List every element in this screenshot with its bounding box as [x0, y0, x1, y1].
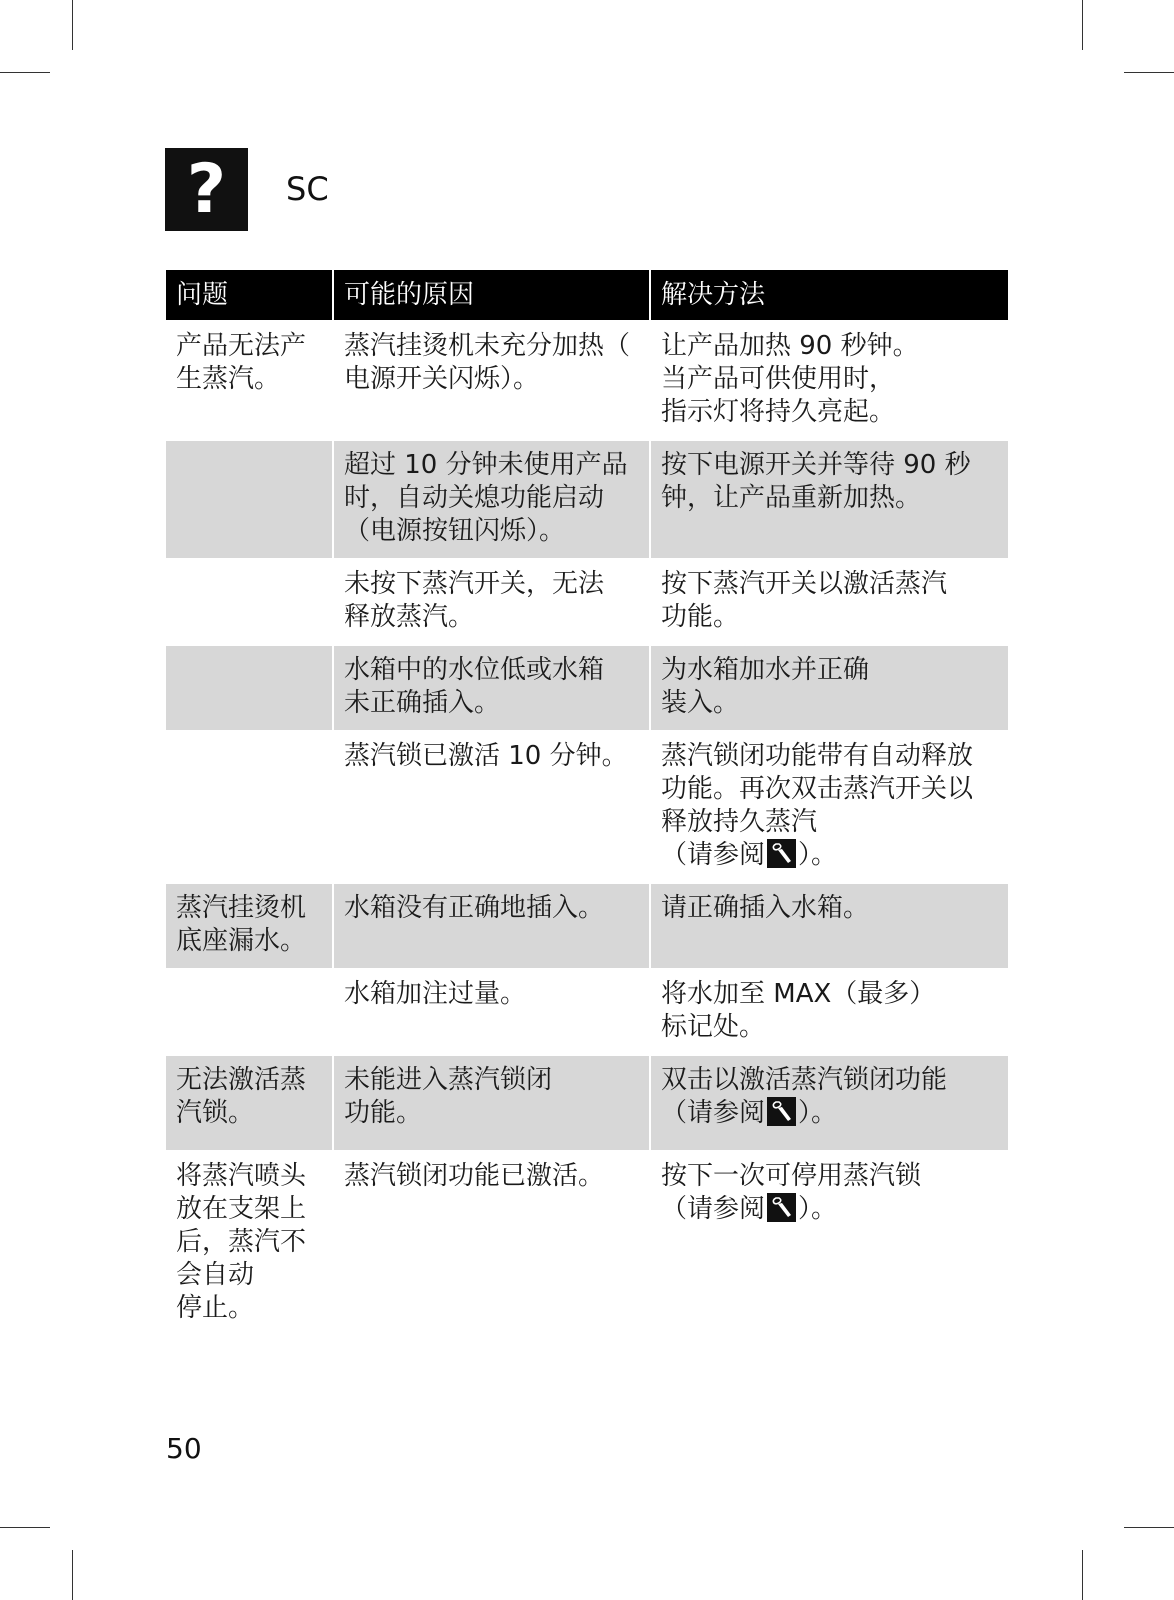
crop-mark: [1124, 72, 1174, 73]
column-header-solution: 解决方法: [650, 270, 1008, 321]
reference-prefix: （请参阅: [661, 840, 766, 870]
crop-mark: [1124, 1527, 1174, 1528]
crop-mark: [0, 72, 50, 73]
crop-mark: [72, 1550, 73, 1600]
cause-line: 蒸汽锁闭功能已激活。: [344, 1161, 605, 1191]
cell-cause: [333, 883, 650, 969]
cause-line: 未能进入蒸汽锁闭: [344, 1065, 553, 1095]
cause-line: 释放蒸汽。: [344, 602, 475, 632]
table-row: [166, 731, 1008, 883]
question-mark-icon: [165, 148, 248, 231]
solution-line: 功能。再次双击蒸汽开关以: [661, 774, 974, 804]
solution-line: 双击以激活蒸汽锁闭功能: [661, 1065, 948, 1095]
solution-reference: [661, 1097, 998, 1130]
cell-solution: [650, 440, 1008, 559]
reference-suffix: ）。: [798, 1098, 838, 1128]
cell-cause: [333, 1151, 650, 1335]
cause-line: 未正确插入。: [344, 688, 501, 718]
problem-line: 汽锁。: [176, 1098, 255, 1128]
solution-line: 蒸汽锁闭功能带有自动释放: [661, 741, 974, 771]
table-header-row: [166, 270, 1008, 321]
solution-line: 按下蒸汽开关以激活蒸汽: [661, 569, 948, 599]
cell-problem: [166, 731, 333, 883]
problem-line: 产品无法产: [176, 331, 307, 361]
problem-line: 放在支架上: [176, 1194, 307, 1224]
cell-cause: [333, 731, 650, 883]
table-row: [166, 1055, 1008, 1151]
cause-line: 水箱没有正确地插入。: [344, 893, 605, 923]
cause-line: 电源开关闪烁）。: [344, 364, 540, 394]
cause-line: 蒸汽锁已激活 10 分钟。: [344, 741, 628, 771]
table-row: [166, 883, 1008, 969]
solution-line: 装入。: [661, 688, 740, 718]
steam-trigger-icon: [767, 1193, 796, 1222]
solution-line: 请正确插入水箱。: [661, 893, 870, 923]
cause-line: 水箱中的水位低或水箱: [344, 655, 605, 685]
crop-mark: [1082, 1550, 1083, 1600]
problem-line: 无法激活蒸: [176, 1065, 307, 1095]
cell-problem: [166, 1055, 333, 1151]
solution-line: 将水加至 MAX（最多）: [661, 979, 936, 1009]
cell-cause: [333, 969, 650, 1055]
cause-line: 未按下蒸汽开关，无法: [344, 569, 605, 599]
solution-line: 标记处。: [661, 1012, 766, 1042]
problem-line: 后，蒸汽不: [176, 1227, 307, 1257]
solution-line: 功能。: [661, 602, 740, 632]
table-row: [166, 321, 1008, 440]
solution-line: 指示灯将持久亮起。: [661, 397, 896, 427]
solution-line: 释放持久蒸汽: [661, 807, 818, 837]
cell-problem: [166, 645, 333, 731]
cause-line: 功能。: [344, 1098, 423, 1128]
solution-reference: [661, 839, 998, 872]
cause-line: 时，自动关熄功能启动: [344, 483, 605, 513]
cell-solution: [650, 883, 1008, 969]
table-row: [166, 969, 1008, 1055]
table-row: [166, 645, 1008, 731]
language-code: SC: [286, 170, 329, 208]
crop-mark: [1082, 0, 1083, 50]
table-row: [166, 559, 1008, 645]
steam-trigger-icon: [767, 1097, 796, 1126]
problem-line: 会自动: [176, 1260, 255, 1290]
cell-cause: [333, 559, 650, 645]
table-row: [166, 1151, 1008, 1335]
cell-cause: [333, 321, 650, 440]
solution-line: 按下一次可停用蒸汽锁: [661, 1161, 922, 1191]
solution-line: 当产品可供使用时，: [661, 364, 896, 394]
cell-solution: [650, 731, 1008, 883]
column-header-problem: 问题: [166, 270, 333, 321]
reference-suffix: ）。: [798, 1194, 838, 1224]
reference-prefix: （请参阅: [661, 1194, 766, 1224]
cell-problem: [166, 559, 333, 645]
cause-line: 蒸汽挂烫机未充分加热（: [344, 331, 631, 361]
table-row: [166, 440, 1008, 559]
steam-trigger-icon: [767, 839, 796, 868]
crop-mark: [0, 1527, 50, 1528]
cell-solution: [650, 1055, 1008, 1151]
column-header-cause: 可能的原因: [333, 270, 650, 321]
page-number: 50: [166, 1432, 202, 1465]
problem-line: 底座漏水。: [176, 926, 307, 956]
cell-solution: [650, 969, 1008, 1055]
cell-solution: [650, 645, 1008, 731]
cell-problem: [166, 321, 333, 440]
solution-line: 按下电源开关并等待 90 秒: [661, 450, 971, 480]
cell-cause: [333, 1055, 650, 1151]
solution-line: 为水箱加水并正确: [661, 655, 870, 685]
badge-symbol: ?: [186, 149, 227, 229]
cell-solution: [650, 1151, 1008, 1335]
problem-line: 停止。: [176, 1293, 255, 1323]
cell-problem: [166, 1151, 333, 1335]
problem-line: 将蒸汽喷头: [176, 1161, 307, 1191]
cell-cause: [333, 645, 650, 731]
cell-cause: [333, 440, 650, 559]
cell-problem: [166, 883, 333, 969]
solution-line: 让产品加热 90 秒钟。: [661, 331, 919, 361]
cell-solution: [650, 321, 1008, 440]
cause-line: （电源按钮闪烁）。: [344, 516, 566, 546]
reference-suffix: ）。: [798, 840, 838, 870]
crop-mark: [72, 0, 73, 50]
solution-reference: [661, 1193, 998, 1226]
cell-problem: [166, 969, 333, 1055]
cell-solution: [650, 559, 1008, 645]
cell-problem: [166, 440, 333, 559]
troubleshooting-table: [166, 270, 1008, 1335]
cause-line: 超过 10 分钟未使用产品: [344, 450, 628, 480]
solution-line: 钟，让产品重新加热。: [661, 483, 922, 513]
cause-line: 水箱加注过量。: [344, 979, 527, 1009]
problem-line: 蒸汽挂烫机: [176, 893, 307, 923]
problem-line: 生蒸汽。: [176, 364, 281, 394]
reference-prefix: （请参阅: [661, 1098, 766, 1128]
